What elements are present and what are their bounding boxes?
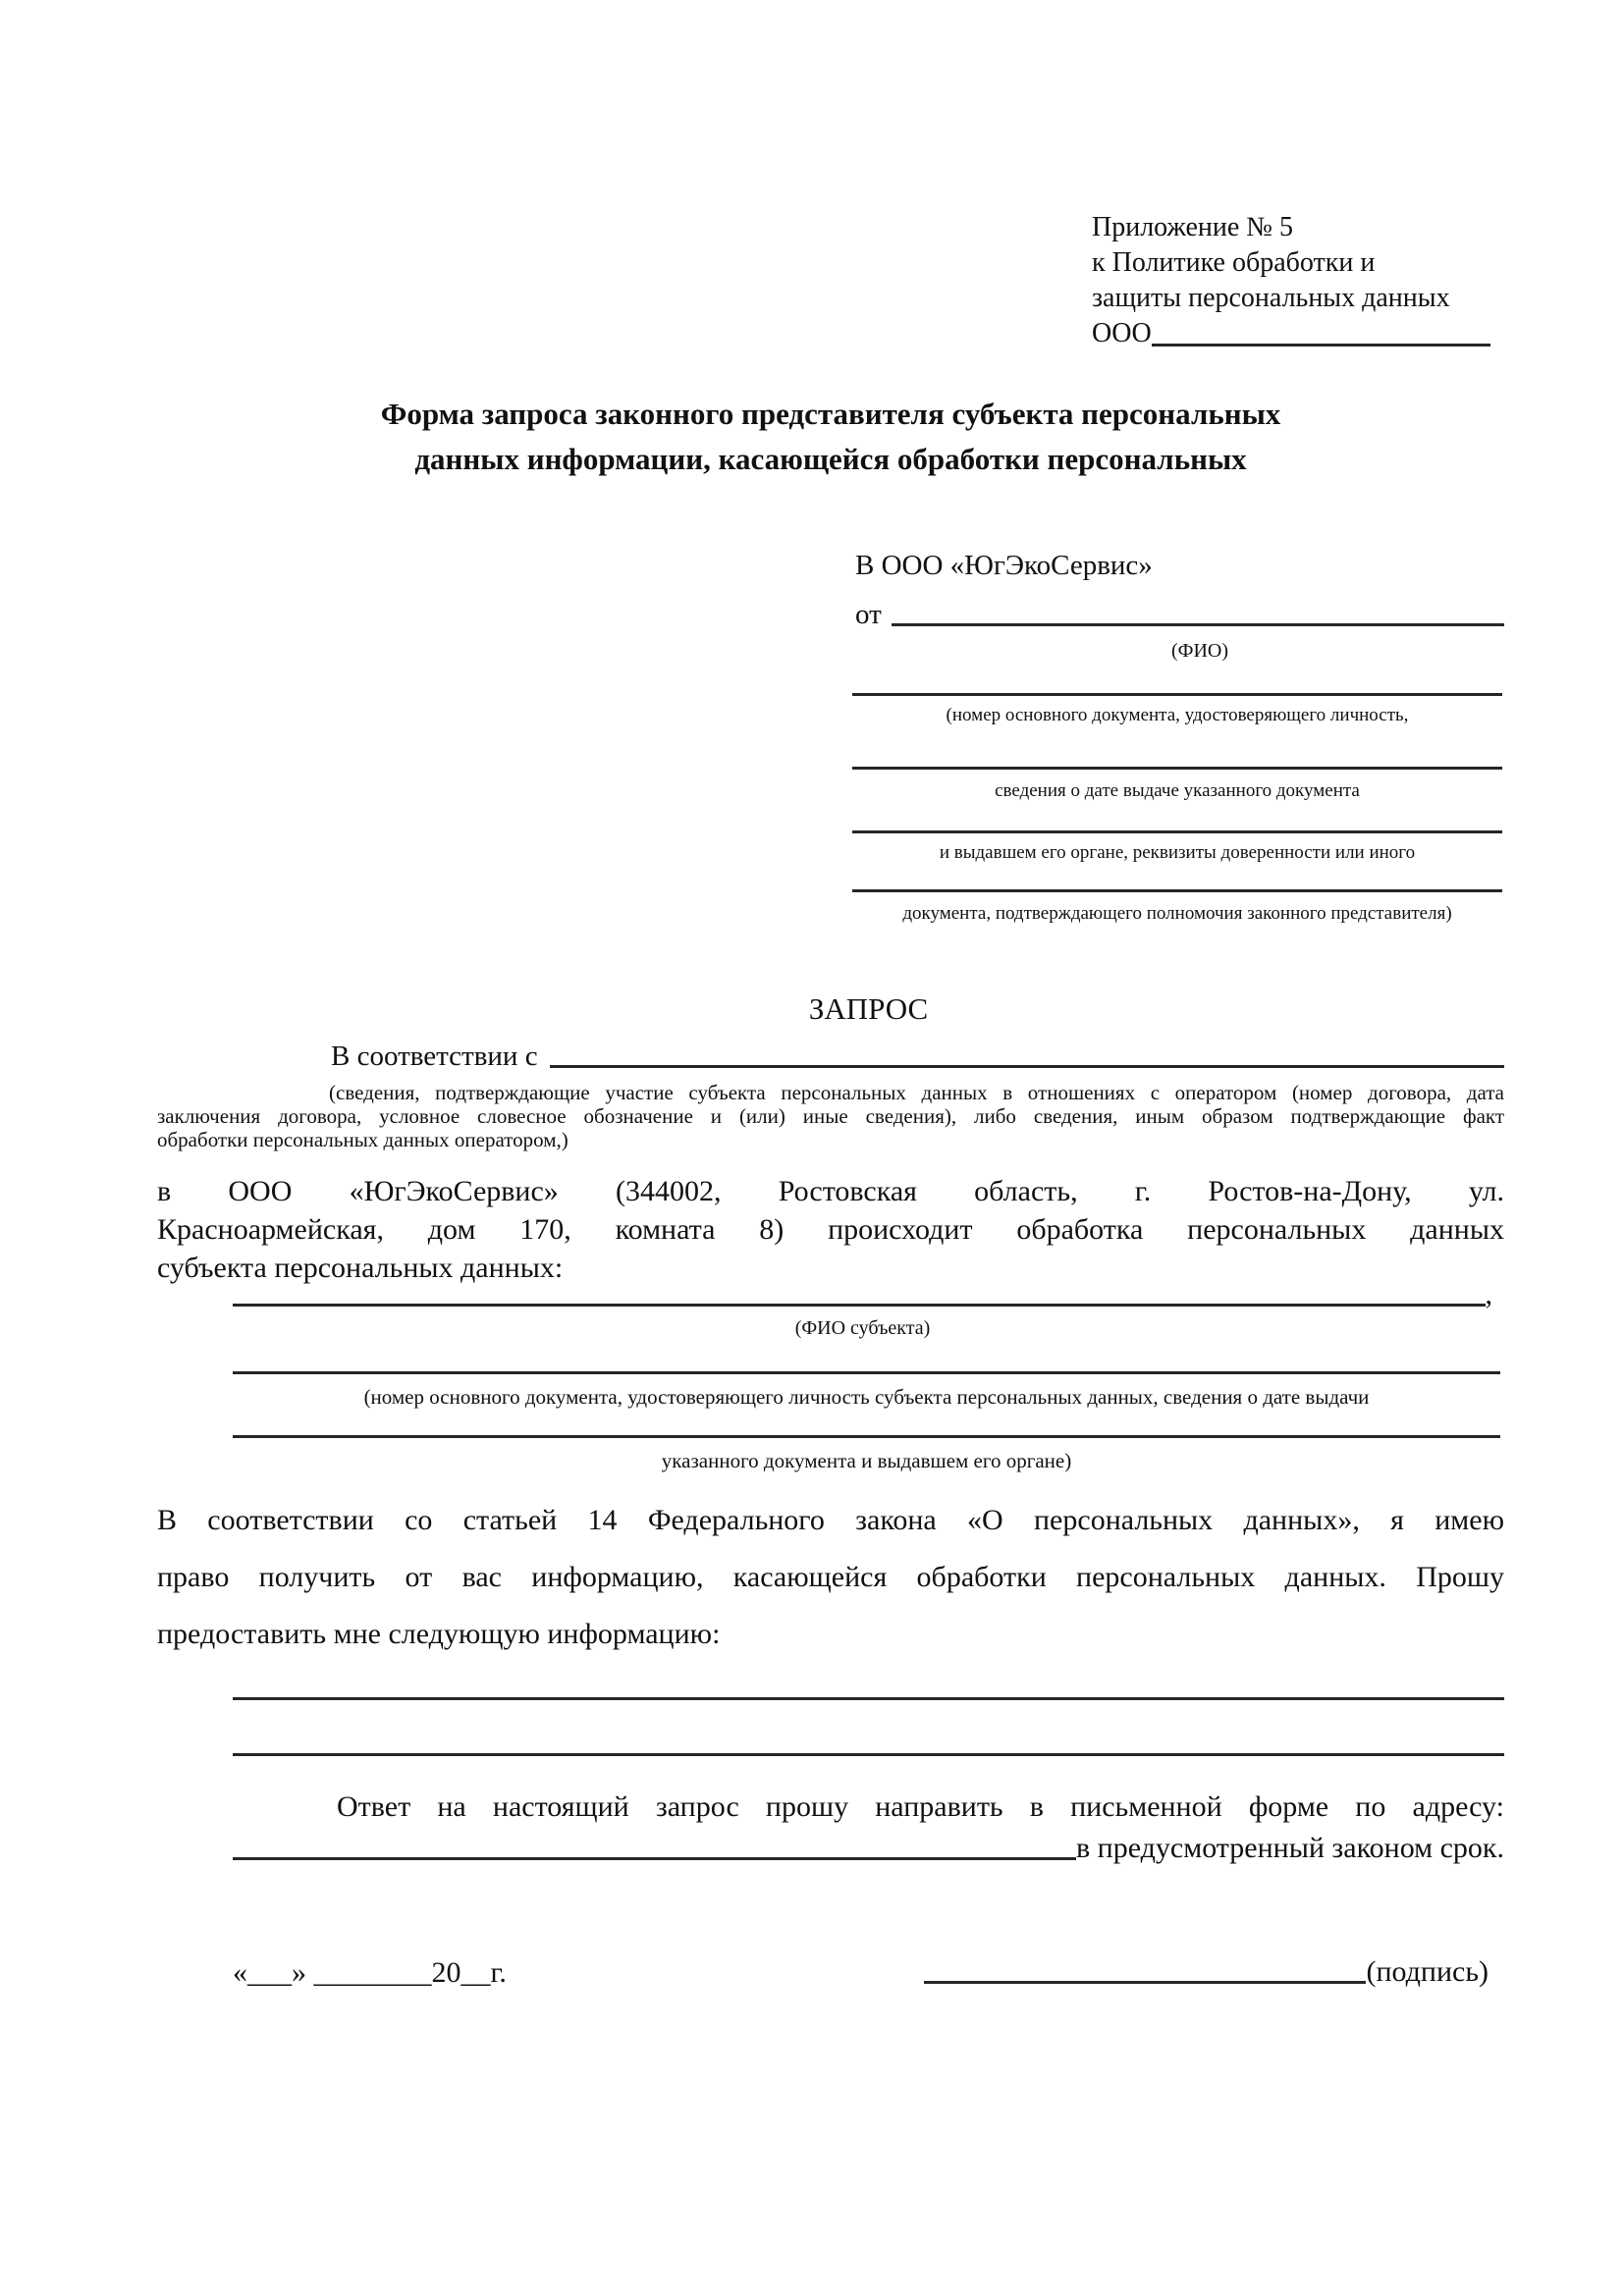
addressee-to: В ООО «ЮгЭкоСервис» <box>855 550 1153 581</box>
subject-document-blank-line-1 <box>233 1371 1500 1374</box>
date-line: «___» ________20__г. <box>233 1956 507 1989</box>
fine-print-line-2: заключения договора, условное словесное обозначение и (или) иные сведения), либо сведения, иным образом подтверждающие факт <box>157 1104 1504 1128</box>
subject-fio-blank-line <box>233 1304 1486 1307</box>
issue-date-blank-line <box>852 767 1502 770</box>
request-heading: ЗАПРОС <box>808 991 929 1026</box>
from-row <box>855 599 1504 631</box>
appendix-note-line-3: защиты персональных данных <box>1092 283 1450 313</box>
subject-fio-comma: , <box>1485 1278 1492 1310</box>
appendix-ooo-label: ООО <box>1092 318 1152 348</box>
operator-paragraph-line-2: Красноармейская, дом 170, комната 8) происходит обработка персональных данных <box>157 1213 1504 1246</box>
document-number-blank-line <box>852 693 1502 696</box>
issuing-authority-caption: и выдавшем его органе, реквизиты доверенности или иного <box>939 842 1416 863</box>
issue-date-caption: сведения о дате выдаче указанного документа <box>995 780 1360 801</box>
law-paragraph-line-3: предоставить мне следующую информацию: <box>157 1618 721 1650</box>
subject-fio-caption: (ФИО субъекта) <box>794 1317 931 1339</box>
fine-print-note <box>157 1081 1504 1151</box>
law-paragraph-line-2: право получить от вас информацию, касающейся обработки персональных данных. Прошу <box>157 1561 1504 1593</box>
document-title-line-1: Форма запроса законного представителя субъекта персональных <box>380 397 1281 431</box>
company-name-blank-line <box>1152 344 1490 347</box>
response-paragraph: Ответ на настоящий запрос прошу направить в письменной форме по адресу: <box>337 1790 1504 1823</box>
operator-paragraph-line-3: субъекта персональных данных: <box>157 1252 564 1284</box>
law-paragraph <box>157 1492 1504 1663</box>
accordance-label: В соответствии с <box>331 1041 538 1072</box>
accordance-row <box>331 1041 1504 1073</box>
signature-row <box>924 1955 1489 1989</box>
response-address-blank-line <box>233 1857 1076 1860</box>
fine-print-line-1: (сведения, подтверждающие участие субъекта персональных данных в отношениях с оператором (номер договора, дата <box>329 1081 1504 1104</box>
authority-document-blank-line <box>852 889 1502 892</box>
document-number-caption: (номер основного документа, удостоверяющего личность, <box>946 705 1409 725</box>
from-fio-caption: (ФИО) <box>1170 640 1228 662</box>
subject-document-blank-line-2 <box>233 1435 1500 1438</box>
response-suffix: в предусмотренный законом срок. <box>1076 1832 1504 1864</box>
document-title-line-2: данных информации, касающейся обработки персональных <box>414 442 1247 476</box>
operator-paragraph <box>157 1172 1504 1287</box>
appendix-note-line-1: Приложение № 5 <box>1092 212 1293 242</box>
appendix-ooo-row <box>1092 316 1490 351</box>
subject-document-caption-2: указанного документа и выдавшем его органе) <box>661 1449 1072 1472</box>
authority-document-caption: документа, подтверждающего полномочия законного представителя) <box>902 903 1452 924</box>
from-label: от <box>855 599 882 630</box>
law-paragraph-line-1: В соответствии со статьей 14 Федерального закона «О персональных данных», я имею <box>157 1504 1504 1536</box>
operator-paragraph-line-1: в ООО «ЮгЭкоСервис» (344002, Ростовская область, г. Ростов-на-Дону, ул. <box>157 1175 1504 1207</box>
accordance-blank-line <box>550 1065 1504 1068</box>
information-blank-line-1 <box>233 1697 1504 1700</box>
subject-document-caption-1: (номер основного документа, удостоверяющего личность субъекта персональных данных, сведения о дате выдачи <box>363 1385 1370 1409</box>
appendix-note <box>1092 210 1506 351</box>
signature-blank-line <box>924 1981 1366 1984</box>
issuing-authority-blank-line <box>852 830 1502 833</box>
fine-print-line-3: обработки персональных данных оператором,) <box>157 1128 568 1151</box>
document-title <box>157 392 1504 482</box>
response-address-row <box>233 1832 1504 1865</box>
subject-fio-row <box>233 1278 1492 1311</box>
information-blank-line-2 <box>233 1753 1504 1756</box>
signature-caption: (подпись) <box>1366 1955 1489 1988</box>
appendix-note-line-2: к Политике обработки и <box>1092 247 1376 278</box>
from-fio-blank-line <box>892 623 1504 626</box>
